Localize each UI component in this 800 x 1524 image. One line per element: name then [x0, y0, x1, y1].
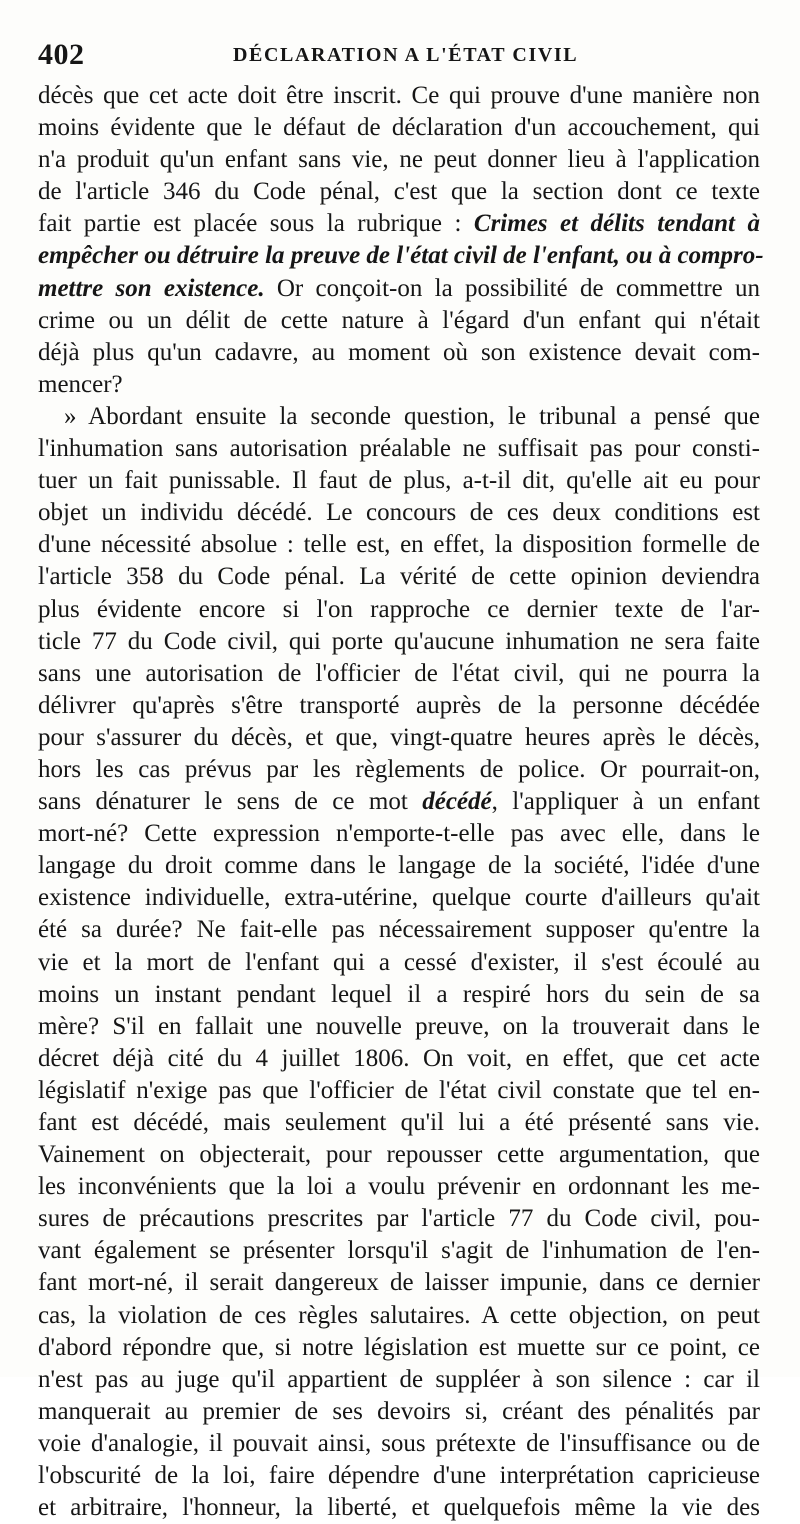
text-run: moins évidente que le défaut de déclaration d'un accouchement, qui [38, 114, 760, 142]
text-line [38, 882, 760, 914]
text-line [38, 1171, 760, 1203]
text-line [38, 979, 760, 1011]
text-run: mencer? [38, 370, 123, 398]
italic-run: Crimes et délits tendant à [473, 210, 760, 238]
text-line [38, 1075, 760, 1107]
text-line [38, 144, 760, 176]
text-run: de l'article 346 du Code pénal, c'est que la section dont ce texte [38, 178, 760, 206]
text-line [38, 401, 760, 433]
page-number: 402 [38, 38, 85, 71]
text-line [38, 433, 760, 465]
text-run: sures de précautions prescrites par l'article 77 du Code civil, pou- [38, 1205, 760, 1233]
text-line [38, 369, 760, 401]
text-line [38, 914, 760, 946]
text-line [38, 1107, 760, 1139]
text-run: mère? S'il en fallait une nouvelle preuve, on la trouverait dans le [38, 1012, 760, 1040]
text-line [38, 850, 760, 882]
text-run: délivrer qu'après s'être transporté auprès de la personne décédée [38, 691, 760, 719]
text-run: » Abordant ensuite la seconde question, le tribunal a pensé que [64, 402, 760, 430]
text-run: législatif n'exige pas que l'officier de l'état civil constate que tel en- [38, 1076, 760, 1104]
text-line [38, 1011, 760, 1043]
text-run: décret déjà cité du 4 juillet 1806. On voit, en effet, que cet acte [38, 1044, 760, 1072]
text-line [38, 561, 760, 593]
running-title: DÉCLARATION A L'ÉTAT CIVIL [233, 44, 579, 66]
text-line [38, 1460, 760, 1492]
text-line [38, 208, 760, 240]
text-line [38, 1235, 760, 1267]
text-line [38, 690, 760, 722]
text-line [38, 112, 760, 144]
text-run: moins un instant pendant lequel il a respiré hors du sein de sa [38, 980, 760, 1008]
text-run: fait partie est placée sous la rubrique : [38, 210, 474, 238]
text-run: cas, la violation de ces règles salutaires. A cette objection, on peut [38, 1301, 760, 1329]
text-line [38, 1043, 760, 1075]
text-line [38, 1332, 760, 1364]
text-run: objet un individu décédé. Le concours de ces deux conditions est [38, 499, 760, 527]
text-line [38, 626, 760, 658]
text-run: Vainement on objecterait, pour repousser cette argumentation, que [38, 1141, 760, 1169]
text-run: tuer un fait punissable. Il faut de plus, a-t-il dit, qu'elle ait eu pour [38, 467, 760, 495]
text-line [38, 947, 760, 979]
text-line [38, 786, 760, 818]
text-line [38, 818, 760, 850]
text-line [38, 658, 760, 690]
text-run: manquerait au premier de ses devoirs si, créant des pénalités par [38, 1397, 760, 1425]
text-run: mort-né? Cette expression n'emporte-t-elle pas avec elle, dans le [38, 820, 760, 848]
text-run: existence individuelle, extra-utérine, quelque courte d'ailleurs qu'ait [38, 884, 760, 912]
text-line [38, 273, 760, 305]
text-run: déjà plus qu'un cadavre, au moment où son existence devait com- [38, 338, 760, 366]
text-run: n'est pas au juge qu'il appartient de suppléer à son silence : car il [38, 1365, 760, 1393]
text-run: Or conçoit-on la possibilité de commettre un [264, 274, 760, 302]
text-line [38, 1139, 760, 1171]
text-run: et arbitraire, l'honneur, la liberté, et quelquefois même la vie des [38, 1494, 760, 1522]
text-run: vant également se présenter lorsqu'il s'agit de l'inhumation de l'en- [38, 1237, 760, 1265]
italic-run: empêcher ou détruire la preuve de l'état civil de l'enfant, ou à compro- [38, 242, 764, 270]
text-line [38, 1428, 760, 1460]
text-line [38, 240, 764, 272]
running-head [38, 38, 760, 78]
text-line [38, 305, 760, 337]
text-run: fant est décédé, mais seulement qu'il lui a été présenté sans vie. [38, 1109, 760, 1136]
text-run: l'obscurité de la loi, faire dépendre d'une interprétation capricieuse [38, 1462, 760, 1490]
text-line [38, 722, 760, 754]
text-run: ticle 77 du Code civil, qui porte qu'aucune inhumation ne sera faite [38, 627, 760, 655]
body-text [38, 80, 764, 1524]
text-line [38, 1300, 760, 1332]
text-run: hors les cas prévus par les règlements de police. Or pourrait-on, [38, 755, 760, 783]
italic-run: décédé [422, 788, 492, 816]
italic-run: mettre son existence. [38, 274, 265, 302]
text-line [38, 1203, 760, 1235]
text-run: d'une nécessité absolue : telle est, en effet, la disposition formelle de [38, 531, 760, 559]
text-line [38, 1396, 760, 1428]
text-line [38, 594, 760, 626]
text-run: sans une autorisation de l'officier de l'état civil, qui ne pourra la [38, 659, 760, 687]
text-line [38, 1267, 760, 1299]
text-run: crime ou un délit de cette nature à l'égard d'un enfant qui n'était [38, 306, 760, 334]
text-run: l'article 358 du Code pénal. La vérité de cette opinion deviendra [38, 563, 760, 591]
text-run: vie et la mort de l'enfant qui a cessé d'exister, il s'est écoulé au [38, 948, 760, 976]
text-run: fant mort-né, il serait dangereux de laisser impunie, dans ce dernier [38, 1269, 760, 1297]
text-line [38, 754, 760, 786]
text-line [38, 80, 760, 112]
text-run: sans dénaturer le sens de ce mot [38, 788, 423, 816]
text-run: été sa durée? Ne fait-elle pas nécessairement supposer qu'entre la [38, 916, 760, 944]
text-line [38, 176, 760, 208]
text-line [38, 1364, 760, 1396]
text-run: plus évidente encore si l'on rapproche ce dernier texte de l'ar- [38, 595, 760, 623]
text-run: n'a produit qu'un enfant sans vie, ne peut donner lieu à l'application [38, 146, 760, 174]
text-line [38, 529, 760, 561]
text-run: décès que cet acte doit être inscrit. Ce qui prouve d'une manière non [38, 82, 760, 109]
text-line [38, 1492, 760, 1524]
text-run: , l'appliquer à un enfant [491, 788, 760, 816]
text-run: les inconvénients que la loi a voulu prévenir en ordonnant les me- [38, 1173, 760, 1201]
text-run: langage du droit comme dans le langage de la société, l'idée d'une [38, 852, 760, 880]
text-run: pour s'assurer du décès, et que, vingt-quatre heures après le décès, [38, 723, 760, 751]
text-run: l'inhumation sans autorisation préalable ne suffisait pas pour consti- [38, 435, 760, 463]
text-run: voie d'analogie, il pouvait ainsi, sous prétexte de l'insuffisance ou de [38, 1429, 760, 1457]
text-line [38, 497, 760, 529]
text-run: d'abord répondre que, si notre législation est muette sur ce point, ce [38, 1333, 760, 1361]
text-line [38, 337, 760, 369]
text-line [38, 465, 760, 497]
